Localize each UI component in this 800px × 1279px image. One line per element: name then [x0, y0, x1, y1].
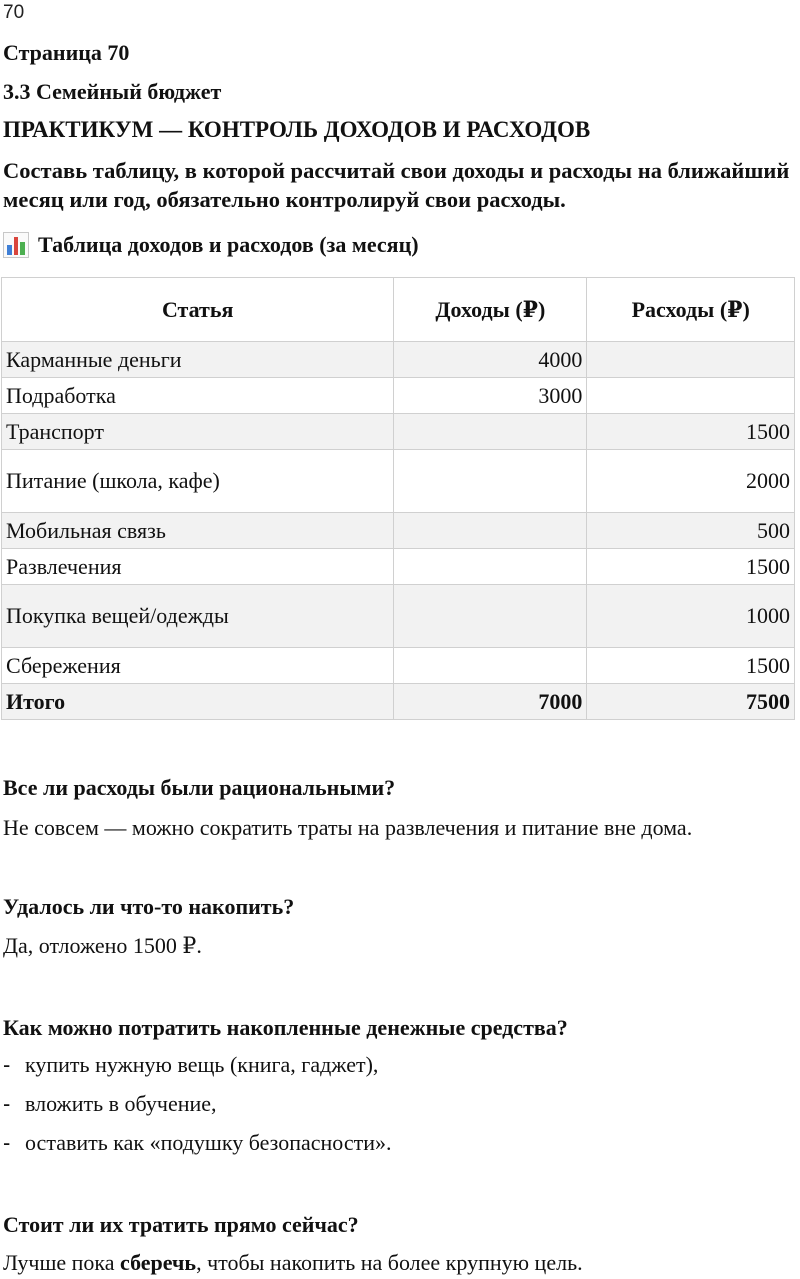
answer-text-before: Лучше пока [3, 1250, 121, 1275]
section-heading: 3.3 Семейный бюджет [3, 79, 222, 104]
question-savings: Удалось ли что-то накопить? [3, 894, 295, 919]
table-row [2, 513, 795, 549]
cell-expense [587, 342, 795, 378]
table-total-row [2, 684, 795, 720]
list-item-text: оставить как «подушку безопасности». [25, 1130, 392, 1155]
cell-expense: 500 [587, 513, 795, 549]
list-item-text: купить нужную вещь (книга, гаджет), [25, 1052, 379, 1077]
table-title-text: Таблица доходов и расходов (за месяц) [38, 232, 419, 257]
cell-expense: 1500 [587, 648, 795, 684]
header-income: Доходы (₽) [394, 278, 587, 342]
cell-expense: 1000 [587, 585, 795, 648]
question-spend-now: Стоит ли их тратить прямо сейчас? [3, 1212, 359, 1237]
list-item-text: вложить в обучение, [25, 1091, 217, 1116]
question-rational: Все ли расходы были рациональными? [3, 775, 396, 800]
table-row [2, 648, 795, 684]
cell-income [394, 648, 587, 684]
cell-expense: 2000 [587, 450, 795, 513]
cell-income [394, 513, 587, 549]
cell-income: 3000 [394, 378, 587, 414]
list-marker: - [3, 1052, 11, 1077]
cell-item: Питание (школа, кафе) [2, 450, 394, 513]
cell-income [394, 549, 587, 585]
list-marker: - [3, 1091, 11, 1116]
table-row [2, 414, 795, 450]
list-item [3, 1130, 392, 1169]
cell-item: Сбережения [2, 648, 394, 684]
answer-savings: Да, отложено 1500 ₽. [3, 933, 202, 958]
answer-text-bold: сберечь [120, 1250, 197, 1275]
table-header-row [2, 278, 795, 342]
spend-options-list [3, 1052, 392, 1169]
cell-total-income: 7000 [394, 684, 587, 720]
table-row [2, 450, 795, 513]
answer-spend-now [3, 1250, 583, 1276]
cell-expense: 1500 [587, 414, 795, 450]
table-row [2, 585, 795, 648]
cell-item: Подработка [2, 378, 394, 414]
cell-expense [587, 378, 795, 414]
cell-income [394, 450, 587, 513]
cell-total-label: Итого [2, 684, 394, 720]
cell-income [394, 414, 587, 450]
practicum-heading: ПРАКТИКУМ — КОНТРОЛЬ ДОХОДОВ И РАСХОДОВ [3, 117, 591, 142]
budget-table [1, 277, 795, 720]
page-number: 70 [3, 2, 25, 23]
list-marker: - [3, 1130, 11, 1155]
question-spend-options: Как можно потратить накопленные денежные средства? [3, 1015, 568, 1040]
table-row [2, 378, 795, 414]
cell-item: Мобильная связь [2, 513, 394, 549]
list-item [3, 1052, 392, 1091]
cell-item: Развлечения [2, 549, 394, 585]
cell-total-expense: 7500 [587, 684, 795, 720]
cell-income [394, 585, 587, 648]
answer-rational: Не совсем — можно сократить траты на развлечения и питание вне дома. [3, 815, 693, 840]
header-item: Статья [2, 278, 394, 342]
header-expense: Расходы (₽) [587, 278, 795, 342]
cell-item: Транспорт [2, 414, 394, 450]
bar-chart-icon [3, 232, 29, 258]
page-heading: Страница 70 [3, 40, 130, 65]
task-text: Составь таблицу, в которой рассчитай свои доходы и расходы на ближайший месяц или год, обязательно контролируй свои расходы. [3, 158, 790, 212]
list-item [3, 1091, 392, 1130]
table-title [3, 232, 419, 258]
cell-item: Карманные деньги [2, 342, 394, 378]
table-row [2, 549, 795, 585]
cell-expense: 1500 [587, 549, 795, 585]
answer-text-after: , чтобы накопить на более крупную цель. [196, 1250, 583, 1275]
cell-income: 4000 [394, 342, 587, 378]
cell-item: Покупка вещей/одежды [2, 585, 394, 648]
table-row [2, 342, 795, 378]
